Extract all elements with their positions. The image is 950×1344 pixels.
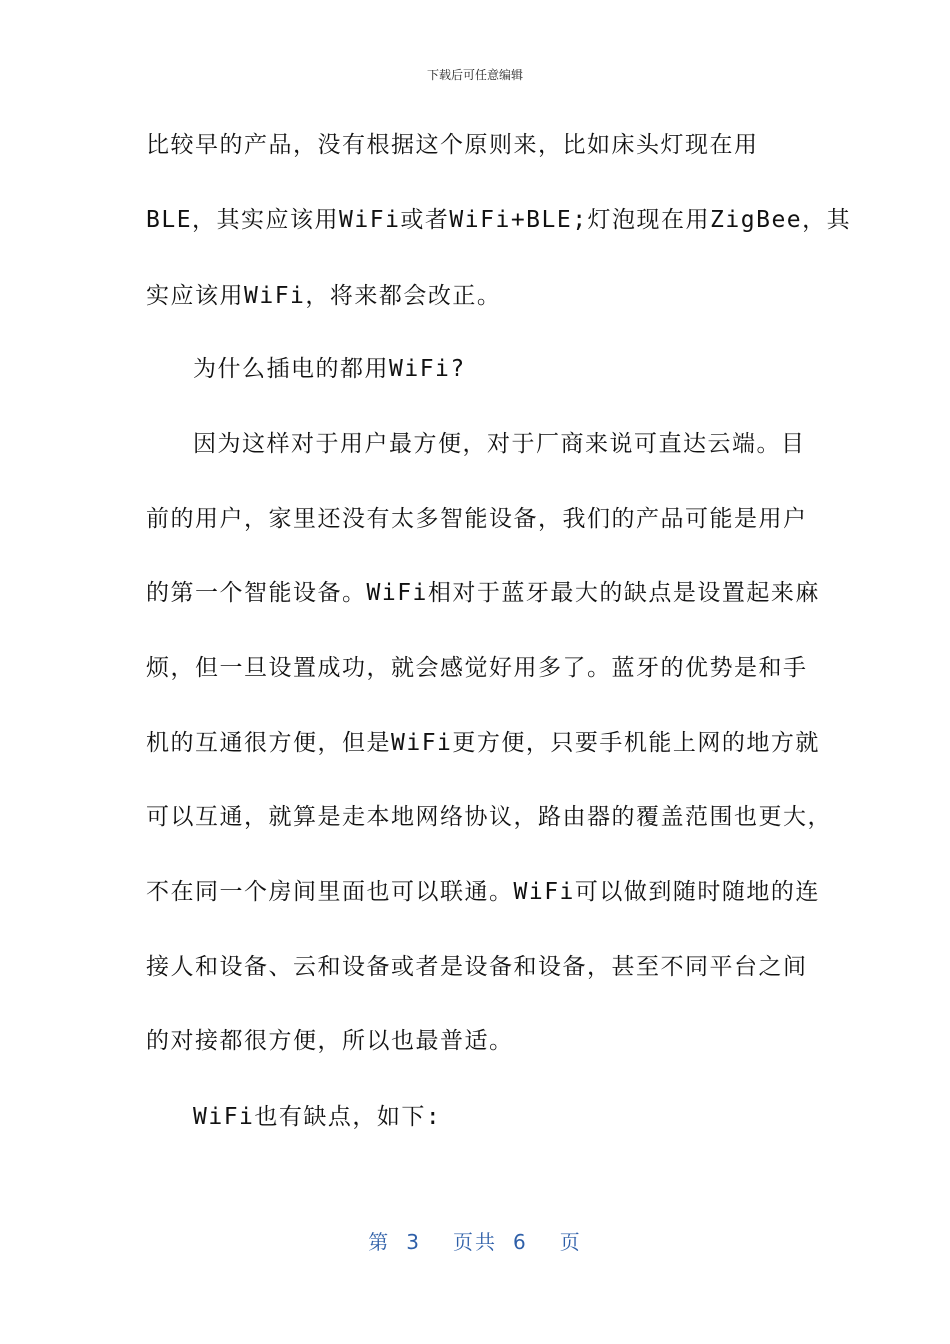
paragraph-heading: 为什么插电的都用WiFi?: [193, 356, 466, 382]
body-line: 实应该用WiFi，将来都会改正。: [146, 283, 502, 309]
footer-page-number: 3: [406, 1230, 421, 1254]
body-line: 可以互通，就算是走本地网络协议，路由器的覆盖范围也更大，: [146, 804, 832, 830]
body-line: 接人和设备、云和设备或者是设备和设备，甚至不同平台之间: [146, 954, 808, 980]
page-footer: [0, 1226, 950, 1255]
body-line: 的对接都很方便，所以也最普适。: [146, 1028, 514, 1054]
body-line: BLE，其实应该用WiFi或者WiFi+BLE;灯泡现在用ZigBee，其: [146, 207, 852, 233]
footer-middle: 页共: [453, 1230, 497, 1254]
body-line: WiFi也有缺点，如下:: [193, 1104, 442, 1130]
body-line: 的第一个智能设备。WiFi相对于蓝牙最大的缺点是设置起来麻: [146, 580, 820, 606]
footer-total-pages: 6: [513, 1230, 528, 1254]
body-line: 比较早的产品，没有根据这个原则来，比如床头灯现在用: [146, 132, 759, 158]
body-line: 烦，但一旦设置成功，就会感觉好用多了。蓝牙的优势是和手: [146, 655, 808, 681]
body-line: 因为这样对于用户最方便，对于厂商来说可直达云端。目: [193, 431, 806, 457]
body-line: 前的用户，家里还没有太多智能设备，我们的产品可能是用户: [146, 506, 808, 532]
footer-prefix: 第: [368, 1230, 391, 1254]
page-header: 下载后可任意编辑: [426, 68, 523, 82]
body-line: 不在同一个房间里面也可以联通。WiFi可以做到随时随地的连: [146, 879, 820, 905]
footer-suffix: 页: [559, 1230, 582, 1254]
body-line: 机的互通很方便，但是WiFi更方便，只要手机能上网的地方就: [146, 730, 820, 756]
